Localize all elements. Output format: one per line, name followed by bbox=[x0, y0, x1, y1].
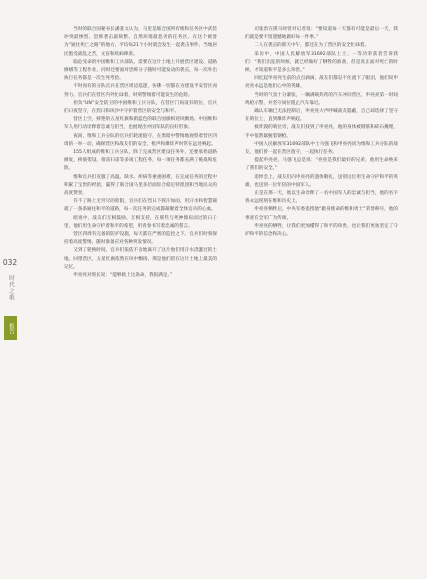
paragraph: 不时而有的分队官兵在营区周边巡逻，仿佛一切都在为建设平安营区而努力。官兵们在营区内外忙碌着，时刻警惕着可能发生的危险。 bbox=[64, 84, 217, 98]
paragraph: 司张贵在援马时曾对记者说：“要知道每一天都有可能是最后一天，我们就是要不留遗憾地做好每一件事。” bbox=[245, 27, 398, 41]
paragraph: 二人在袭击的那天中午，都还在为了营区的安全忙碌着。 bbox=[254, 43, 370, 49]
paragraph: 中国人民解放军31692部队中士马强飞和申亮亮同为维和工兵分队的战友，他们曾一起在营区值守，一起执行任务。 bbox=[245, 141, 398, 156]
section-tag: 报告 bbox=[4, 316, 17, 340]
right-column bbox=[245, 26, 398, 239]
paragraph: 营区上空，鲜艳的五星红旗和蔚蓝色的联合国旗帜迎风飘扬，中国维和军人用行动诠释着忠诚与担当，也展现出中国军队的良好形象。 bbox=[64, 117, 217, 131]
paragraph: 确认车辆已无法控制后，申亮亮大声呼喊战友隐蔽，自己却选择了坚守在哨位上，直到爆炸声响起。 bbox=[245, 109, 398, 123]
paragraph: 营区四周有完备的防护设施，每天都在严密的监控之下。官兵们时刻保持着高度警惕，随时准备应对各种突发情况。 bbox=[64, 232, 217, 246]
paragraph: 追悼会上，战友们向申亮亮的遗体敬礼，送别这位用生命守护和平的英雄，也送别一位年轻的中国军人。 bbox=[245, 174, 398, 188]
paragraph: 当时的联合国秘书长潘基文认为，马里是联合国所有维和任务区中武装冲突最惨烈、恐怖袭击最频繁、自然环境最恶劣的任务区。在这个被誉为“通往死亡之路”的地方，平均每21个小时就会发生一起袭击事件，当地居民饱受战乱之苦，文盲和疾病肆虐。 bbox=[64, 27, 218, 57]
paragraph: 申亮亮对班长说：“能够救上这条命，我很满足。” bbox=[73, 273, 173, 279]
paragraph: 155人组成的维和工兵分队，除了完成营区建设任务外，还要承担道路修复、桥梁架设、排雷扫雷等多项工程任务，每一项任务都充满了挑战和危险。 bbox=[64, 150, 217, 172]
paragraph: 维和官兵们克服了高温、缺水、疾病等重重困难，在完成任务的过程中积累了宝贵的经验，赢得了联合国马里多层面综合稳定特派团和当地民众的高度赞誉。 bbox=[64, 174, 217, 197]
paragraph: 提起申亮亮，马强飞总是说：“亮亮是我们最好的兄弟，他用生命换来了我们的安全。” bbox=[245, 158, 398, 172]
paragraph: 当时的气氛十分紧张，一辆满载炸药的汽车冲向营区，申亮亮第一时间鸣枪示警，并坚守岗位阻止汽车靠近。 bbox=[245, 92, 398, 106]
paragraph: 采访中，中国人民解放军31692部队上士、一等功荣获者告诉我们：“我们出征的时候，就已经做好了牺牲的准备，但是真正面对死亡的时候，才知道和平是多么珍贵。” bbox=[245, 51, 398, 74]
paragraph: 被炸毁的哨位旁，战友们找到了申亮亮，他的身体被钢筋和碎石掩埋，手中依然紧握着钢枪。 bbox=[245, 125, 398, 139]
paragraph: 夜间，维和工兵分队的官兵们轮流值守，在黑暗中警惕地观察着营区四周的一举一动，确保营区和战友们的安全，枪声和爆炸声时常在远处响起。 bbox=[64, 133, 217, 147]
paragraph: 正是在那一天，他以生命诠释了一名中国军人的忠诚与担当，他的名字将永远铭刻在维和历史上。 bbox=[245, 191, 398, 205]
page-number: 032 bbox=[2, 258, 18, 267]
section-label: 时代之歌 bbox=[8, 275, 14, 301]
paragraph: 许不了路上无穷尽的险阻，官兵们在烈日下挥汗如雨，用汗水和智慧铺就了一条条通往和平的道路，每一次任务的完成都凝聚着全体官兵的心血。 bbox=[64, 199, 217, 213]
paragraph: 申亮亮的牺牲，让我们更加懂得了和平的珍贵，也让我们更加坚定了守护和平的信念和决心。 bbox=[245, 223, 398, 238]
paragraph: 临危受命的中国维和工兵部队，需要在这片土地上开展营区建设、道路修缮等工程作业，同时还要面对恐怖分子随时可能发动的袭击，每一次外出执行任务都是一次生死考验。 bbox=[64, 59, 217, 82]
left-column bbox=[64, 26, 217, 280]
paragraph: 暗夜中，战友们互相鼓励、互相支持，在那些与死神擦肩而过的日子里，他们用生命守护着和平的希望，用青春书写着忠诚的誓言。 bbox=[64, 215, 217, 229]
paragraph: 申亮亮牺牲后，中央军委追授他“献身使命的维和勇士”荣誉称号，他的事迹在全军广为传颂。 bbox=[245, 207, 398, 221]
paragraph: 又到了轮换时间，官兵们依依不舍地离开了这片他们用汗水浇灌过的土地。回望营区，五星红旗依然在风中飘扬，那是他们留在这片土地上最美的记忆。 bbox=[64, 248, 217, 270]
paragraph: 回忆起申亮亮生前的点点滴滴，战友们都忍不住流下了眼泪，他们说申亮亮永远是他们心中的英雄。 bbox=[245, 76, 398, 90]
paragraph: 担负“UN”安全防卫的中国维和工兵分队，在营区门岗设有哨位，官兵们日夜坚守，在烈日和风沙中守护着营区的安全与和平。 bbox=[64, 100, 217, 115]
